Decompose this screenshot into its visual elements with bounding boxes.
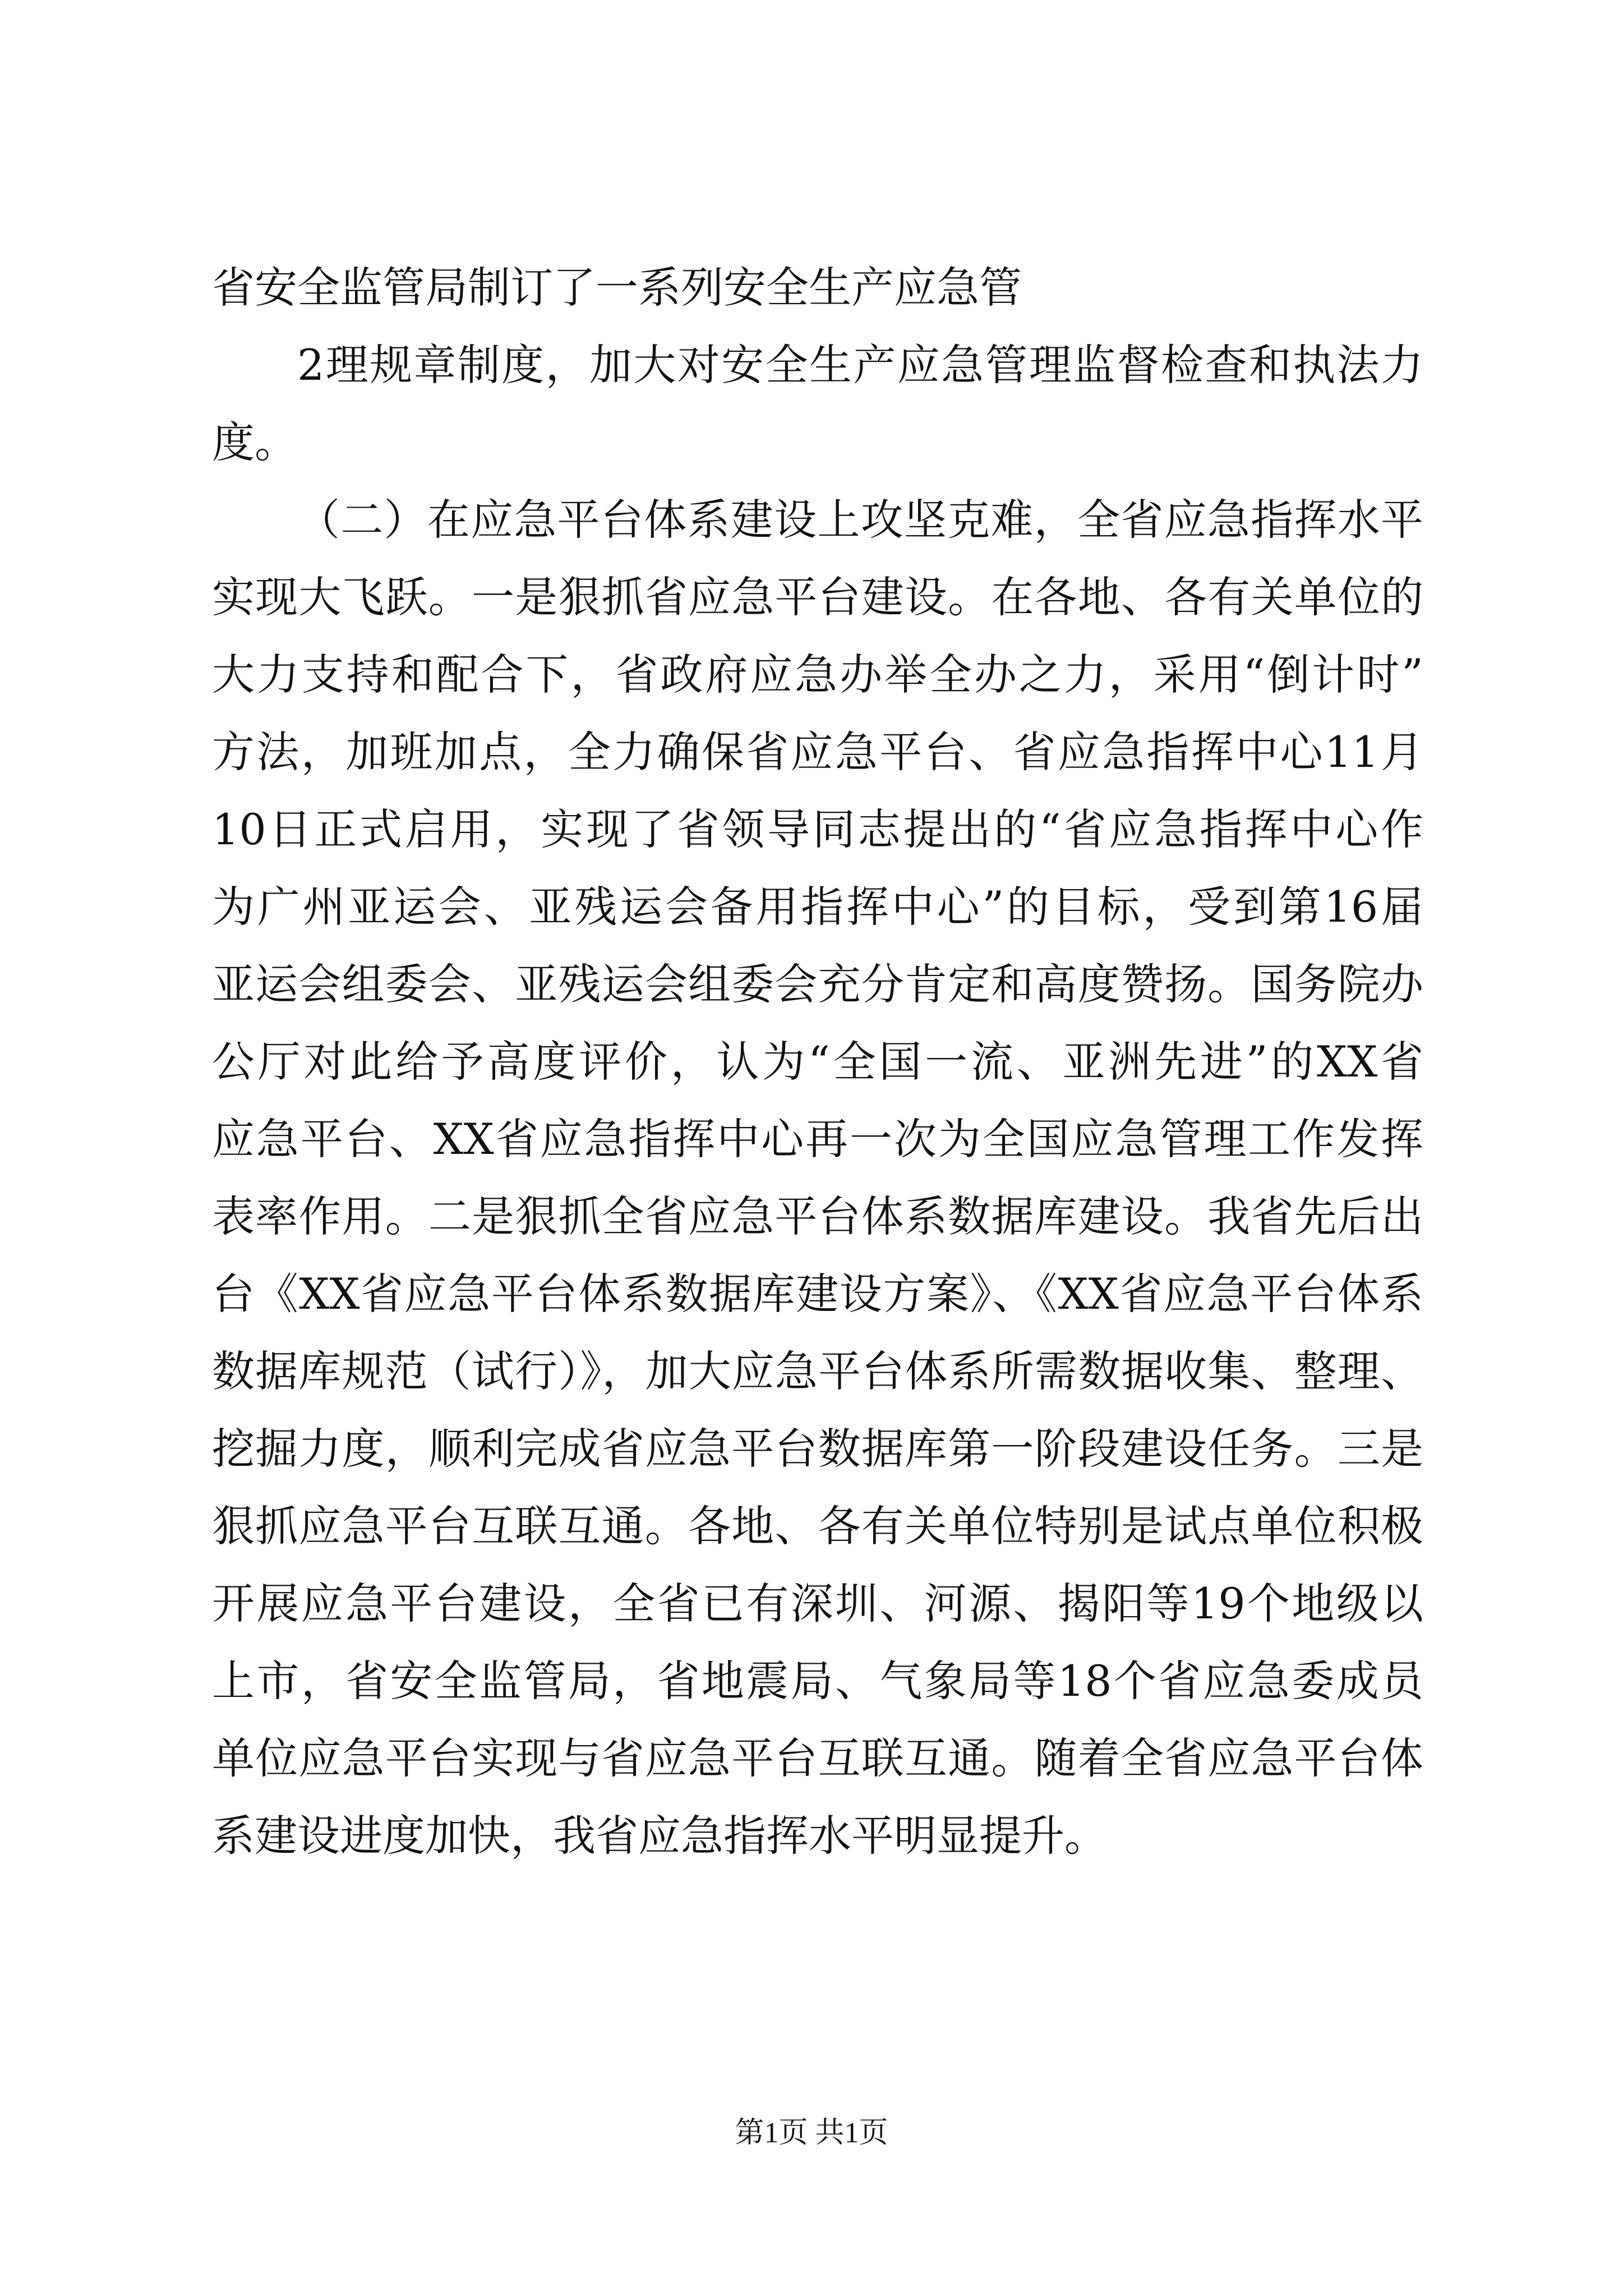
text-line: 系建设进度加快，我省应急指挥水平明显提升。 bbox=[212, 1811, 1107, 1861]
text-line: 狠抓应急平台互联互通。各地、各有关单位特别是试点单位积极 bbox=[212, 1501, 1423, 1551]
text-line: 挖掘力度，顺利完成省应急平台数据库第一阶段建设任务。三是 bbox=[212, 1424, 1423, 1474]
text-line: 数据库规范（试行）》，加大应急平台体系所需数据收集、整理、 bbox=[212, 1346, 1423, 1396]
text-line: 公厅对此给予高度评价，认为“全国一流、亚洲先进”的XX省 bbox=[212, 1037, 1423, 1087]
text-line: 省安全监管局制订了一系列安全生产应急管 bbox=[212, 263, 1022, 312]
document-body bbox=[212, 263, 1423, 1888]
text-line: 2理规章制度，加大对安全生产应急管理监督检查和执法力 bbox=[297, 340, 1423, 390]
text-line: 度。 bbox=[212, 417, 297, 467]
text-line: 上市，省安全监管局，省地震局、气象局等18个省应急委成员 bbox=[212, 1656, 1423, 1706]
page-number-footer: 第1页 共1页 bbox=[735, 2117, 888, 2149]
text-line: 表率作用。二是狠抓全省应急平台体系数据库建设。我省先后出 bbox=[212, 1191, 1423, 1241]
text-line: 应急平台、XX省应急指挥中心再一次为全国应急管理工作发挥 bbox=[212, 1114, 1423, 1164]
text-line: 大力支持和配合下，省政府应急办举全办之力，采用“倒计时” bbox=[212, 650, 1423, 700]
text-line: 亚运会组委会、亚残运会组委会充分肯定和高度赞扬。国务院办 bbox=[212, 959, 1423, 1009]
text-line: 方法，加班加点，全力确保省应急平台、省应急指挥中心11月 bbox=[212, 727, 1423, 777]
text-line: （二）在应急平台体系建设上攻坚克难，全省应急指挥水平 bbox=[297, 495, 1423, 545]
text-line: 10日正式启用，实现了省领导同志提出的“省应急指挥中心作 bbox=[212, 804, 1423, 854]
text-line: 台《XX省应急平台体系数据库建设方案》、《XX省应急平台体系 bbox=[212, 1269, 1423, 1319]
text-line: 为广州亚运会、亚残运会备用指挥中心”的目标，受到第16届 bbox=[212, 882, 1423, 932]
text-line: 开展应急平台建设，全省已有深圳、河源、揭阳等19个地级以 bbox=[212, 1579, 1423, 1628]
text-line: 单位应急平台实现与省应急平台互联互通。随着全省应急平台体 bbox=[212, 1733, 1423, 1783]
text-line: 实现大飞跃。一是狠抓省应急平台建设。在各地、各有关单位的 bbox=[212, 572, 1423, 622]
